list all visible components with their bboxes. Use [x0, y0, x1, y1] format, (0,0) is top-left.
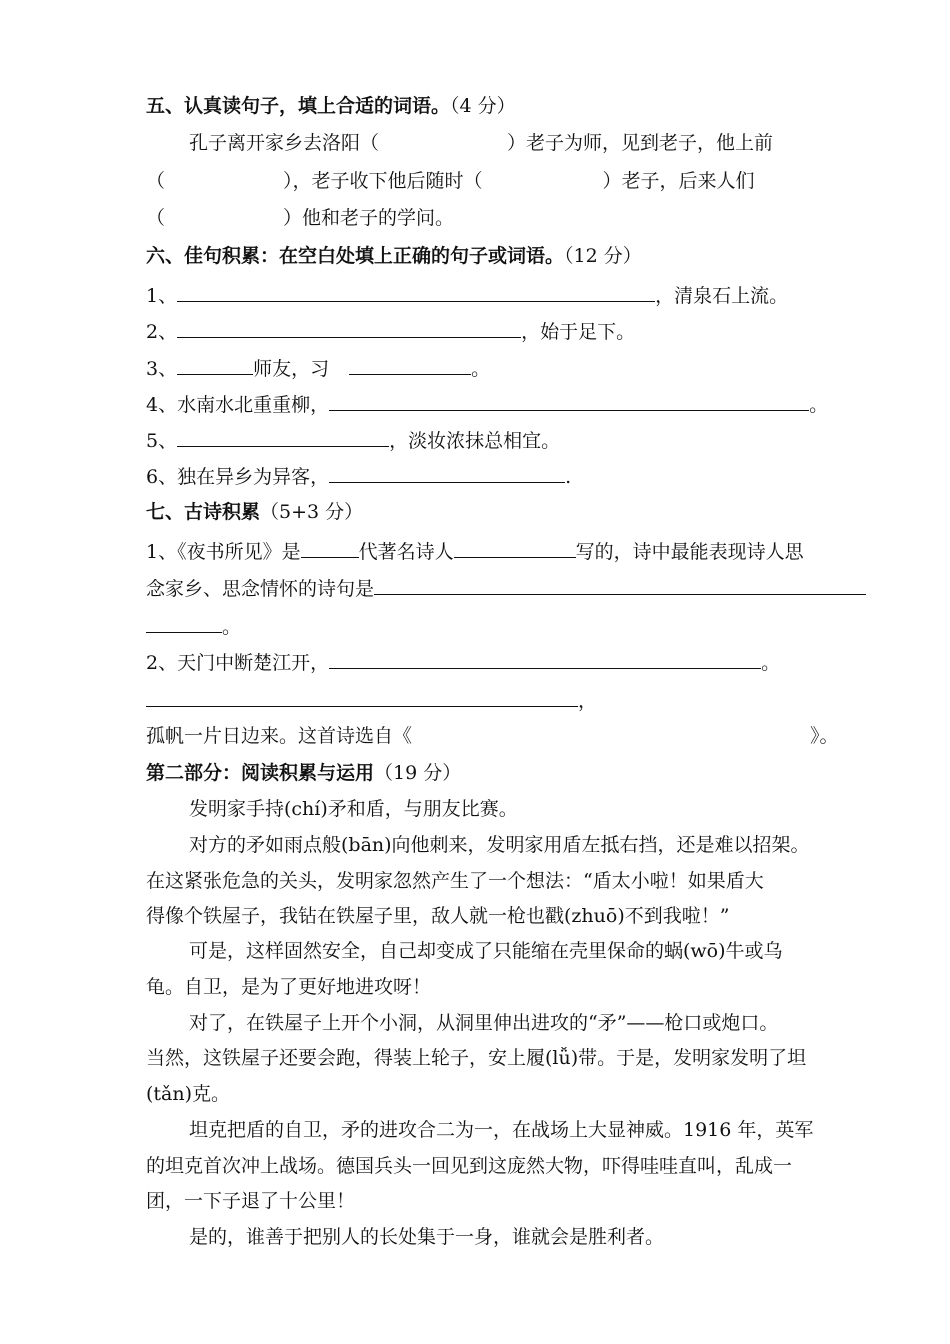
answer-line[interactable]	[177, 426, 389, 447]
part-2-points: （19 分）	[374, 762, 462, 784]
section-6-q5	[146, 426, 560, 454]
text: ）老子，后来人们	[602, 170, 755, 192]
answer-line[interactable]	[374, 574, 866, 595]
section-7-points: （5+3 分）	[260, 501, 364, 523]
passage-line: 坦克把盾的自卫，矛的进攻合二为一，在战场上大显神威。1916 年，英军	[189, 1119, 814, 1141]
section-7-q2-line-2	[146, 686, 597, 714]
answer-line[interactable]	[177, 281, 655, 302]
passage-line: 发明家手持(chí)矛和盾，与朋友比赛。	[189, 798, 518, 820]
text: ，	[578, 690, 598, 712]
text: （	[146, 170, 166, 192]
section-7-q1-line-3	[146, 612, 241, 640]
answer-line[interactable]	[329, 648, 761, 669]
text: 孔子离开家乡去洛阳（	[189, 132, 380, 154]
text: 。	[809, 394, 829, 416]
text: 4、水南水北重重柳，	[146, 394, 330, 416]
answer-line[interactable]	[329, 462, 565, 483]
section-6-q1	[146, 281, 788, 309]
text: ）老子为师，见到老子，他上前	[507, 132, 774, 154]
passage-line: 在这紧张危急的关头，发明家忽然产生了一个想法：“盾太小啦！如果盾大	[146, 870, 764, 892]
passage-line: 对方的矛如雨点般(bān)向他刺来，发明家用盾左抵右挡，还是难以招架。	[189, 834, 810, 856]
answer-line[interactable]	[454, 537, 576, 558]
section-7-q2-line-3	[146, 723, 839, 749]
answer-line[interactable]	[349, 354, 471, 375]
section-6-q6	[146, 462, 571, 490]
passage-line: 团，一下子退了十公里！	[146, 1190, 356, 1212]
section-5-line-3	[146, 205, 454, 231]
text: 6、独在异乡为异客，	[146, 466, 330, 488]
section-5-line-1	[189, 130, 773, 156]
section-6-q2	[146, 317, 635, 345]
answer-line[interactable]	[177, 317, 521, 338]
passage-line: 龟。自卫，是为了更好地进攻呀！	[146, 976, 432, 998]
answer-line[interactable]	[177, 354, 253, 375]
text: 孤帆一片日边来。这首诗选自《	[146, 725, 413, 747]
text: 。	[761, 652, 781, 674]
section-5-line-2	[146, 168, 755, 194]
section-5-points: （4 分）	[450, 95, 516, 117]
section-7-q1-line-2	[146, 574, 866, 602]
passage-line: 是的，谁善于把别人的长处集于一身，谁就会是胜利者。	[189, 1226, 665, 1248]
section-6-q4	[146, 390, 828, 418]
text: 》。	[810, 725, 839, 747]
answer-line[interactable]	[329, 390, 809, 411]
section-7-q2-line-1	[146, 648, 780, 676]
passage-line: 对了，在铁屋子上开个小洞，从洞里伸出进攻的“矛”——枪口或炮口。	[189, 1012, 779, 1034]
text: ），老子收下他后随时（	[283, 170, 483, 192]
text: 2、	[146, 321, 178, 343]
section-7-q1-line-1	[146, 537, 804, 565]
part-2-title: 第二部分：阅读积累与运用	[146, 762, 375, 784]
text: （	[146, 207, 166, 229]
text: 1、《夜书所见》是	[146, 541, 301, 563]
passage-line: 可是，这样固然安全，自己却变成了只能缩在壳里保命的蜗(wō)牛或乌	[189, 940, 783, 962]
section-5-title: 五、认真读句子，填上合适的词语。	[146, 95, 451, 117]
text: ，淡妆浓抹总相宜。	[389, 430, 561, 452]
text: 代著名诗人	[358, 541, 454, 563]
text: 。	[222, 616, 242, 638]
section-5-heading	[146, 93, 516, 119]
text: .	[565, 466, 572, 488]
text: 5、	[146, 430, 178, 452]
answer-line[interactable]	[146, 612, 222, 633]
section-7-heading	[146, 499, 363, 525]
text: 2、天门中断楚江开，	[146, 652, 330, 674]
text: ）他和老子的学问。	[283, 207, 455, 229]
text: 师友，习	[253, 358, 330, 380]
text: ，清泉石上流。	[655, 285, 789, 307]
text: 。	[471, 358, 491, 380]
text: 1、	[146, 285, 178, 307]
section-6-q3	[146, 354, 490, 382]
text: ，始于足下。	[521, 321, 636, 343]
passage-line: 的坦克首次冲上战场。德国兵头一回见到这庞然大物，吓得哇哇直叫，乱成一	[146, 1155, 793, 1177]
text: 3、	[146, 358, 178, 380]
section-6-heading	[146, 243, 642, 269]
text: 念家乡、思念情怀的诗句是	[146, 578, 375, 600]
answer-line[interactable]	[301, 537, 359, 558]
part-2-heading	[146, 760, 461, 786]
passage-line: (tǎn)克。	[146, 1083, 231, 1105]
section-7-title: 七、古诗积累	[146, 501, 261, 523]
section-6-title: 六、佳句积累：在空白处填上正确的句子或词语。	[146, 245, 565, 267]
passage-line: 得像个铁屋子，我钻在铁屋子里，敌人就一枪也戳(zhuō)不到我啦！”	[146, 905, 730, 927]
answer-line[interactable]	[146, 686, 578, 707]
passage-line: 当然，这铁屋子还要会跑，得装上轮子，安上履(lǚ)带。于是，发明家发明了坦	[146, 1047, 807, 1069]
section-6-points: （12 分）	[564, 245, 642, 267]
text: 写的，诗中最能表现诗人思	[575, 541, 804, 563]
